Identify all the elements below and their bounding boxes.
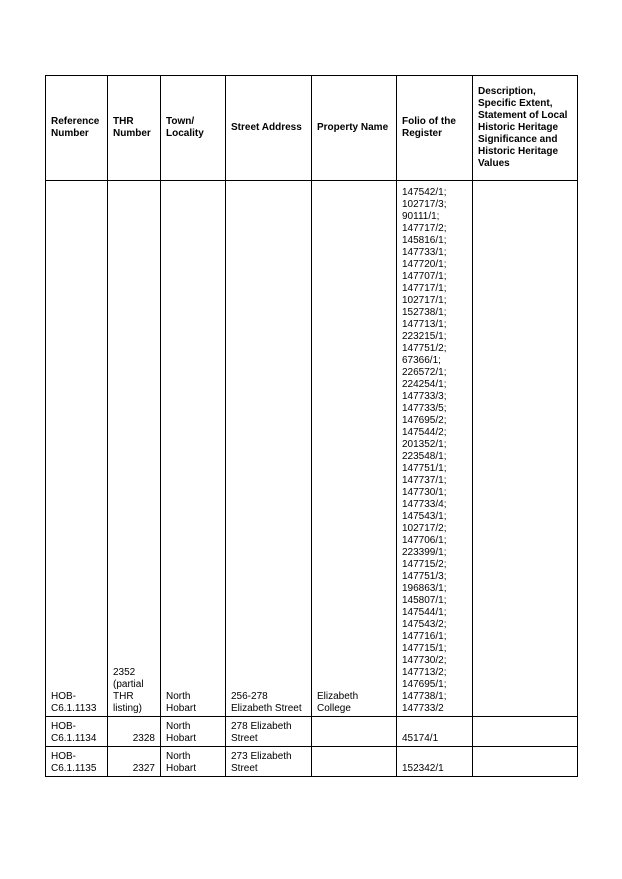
header-thr-number: THR Number [108,76,161,181]
folio-entry: 223399/1; [402,547,447,558]
folio-entry: 102717/2; [402,523,447,534]
folio-entry: 147544/2; [402,427,447,438]
folio-entry: 147733/2 [402,703,444,714]
folio-entry: 196863/1; [402,583,447,594]
town-cell: North Hobart [161,181,226,717]
folio-entry: 67366/1; [402,355,441,366]
folio-entry: 145816/1; [402,235,447,246]
heritage-register-table [45,75,578,777]
description-cell [473,747,578,777]
folio-entry: 147716/1; [402,631,447,642]
folio-entry: 147733/1; [402,247,447,258]
folio-entry: 147751/1; [402,463,447,474]
folio-entry: 147738/1; [402,691,447,702]
folio-list [402,187,467,715]
folio-entry: 147544/1; [402,607,447,618]
description-cell [473,717,578,747]
address-cell: 256-278 Elizabeth Street [226,181,312,717]
folio-cell: 45174/1 [397,717,473,747]
folio-entry: 147695/1; [402,679,447,690]
folio-entry: 223548/1; [402,451,447,462]
property-name-cell: Elizabeth College [312,181,397,717]
folio-entry: 147715/2; [402,559,447,570]
folio-entry: 226572/1; [402,367,447,378]
thr-cell: 2352 (partial THR listing) [108,181,161,717]
address-cell: 278 Elizabeth Street [226,717,312,747]
folio-cell [397,181,473,717]
folio-entry: 147695/2; [402,415,447,426]
folio-entry: 147717/2; [402,223,447,234]
reference-cell: HOB-C6.1.1134 [46,717,108,747]
town-cell: North Hobart [161,717,226,747]
folio-entry: 147733/5; [402,403,447,414]
header-reference-number: Reference Number [46,76,108,181]
folio-entry: 224254/1; [402,379,447,390]
description-cell [473,181,578,717]
header-description: Description, Specific Extent, Statement of Local Historic Heritage Significance and Historic Heritage Values [473,76,578,181]
folio-entry: 147720/1; [402,259,447,270]
folio-entry: 147713/2; [402,667,447,678]
folio-entry: 147543/2; [402,619,447,630]
folio-entry: 147717/1; [402,283,447,294]
folio-entry: 90111/1; [402,211,440,222]
folio-entry: 201352/1; [402,439,447,450]
folio-entry: 147707/1; [402,271,447,282]
town-cell: North Hobart [161,747,226,777]
folio-entry: 147542/1; [402,187,447,198]
folio-entry: 102717/3; [402,199,447,210]
header-property-name: Property Name [312,76,397,181]
folio-entry: 147737/1; [402,475,447,486]
folio-entry: 102717/1; [402,295,447,306]
folio-entry: 145807/1; [402,595,447,606]
folio-cell: 152342/1 [397,747,473,777]
folio-entry: 147715/1; [402,643,447,654]
folio-entry: 147751/2; [402,343,447,354]
header-street-address: Street Address [226,76,312,181]
table-row [46,717,578,747]
property-name-cell [312,717,397,747]
header-row [46,76,578,181]
folio-entry: 147730/2; [402,655,447,666]
thr-cell: 2328 [108,717,161,747]
folio-entry: 152738/1; [402,307,447,318]
folio-entry: 147713/1; [402,319,447,330]
folio-entry: 147751/3; [402,571,447,582]
reference-cell: HOB-C6.1.1135 [46,747,108,777]
thr-cell: 2327 [108,747,161,777]
header-town-locality: Town/ Locality [161,76,226,181]
table-row [46,747,578,777]
folio-entry: 147543/1; [402,511,447,522]
reference-cell: HOB-C6.1.1133 [46,181,108,717]
folio-entry: 147706/1; [402,535,447,546]
folio-entry: 223215/1; [402,331,447,342]
folio-entry: 147733/3; [402,391,447,402]
header-folio: Folio of the Register [397,76,473,181]
folio-entry: 147733/4; [402,499,447,510]
address-cell: 273 Elizabeth Street [226,747,312,777]
property-name-cell [312,747,397,777]
folio-entry: 147730/1; [402,487,447,498]
table-row [46,181,578,717]
